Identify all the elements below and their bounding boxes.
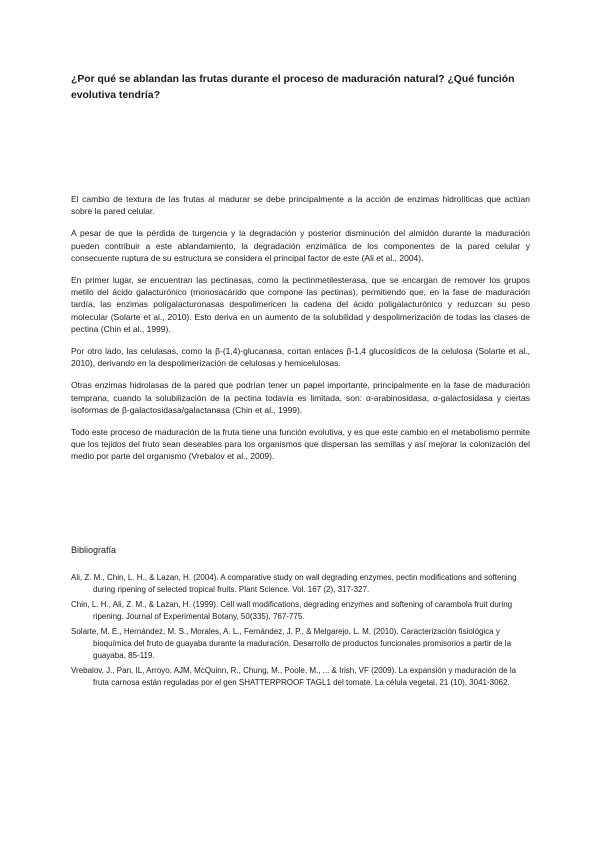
paragraph: El cambio de textura de las frutas al madurar se debe principalmente a la acción de enzimas hidrolíticas que actúan sobre la pared celular.	[71, 194, 530, 217]
reference-item: Vrebalov, J., Pan, IL, Arroyo, AJM, McQuinn, R., Chung, M., Poole, M., ... & Irish, VF (2009). La expansión y maduración de la fruta carnosa están reguladas por el gen SHATTERPROOF TAGL1 del tomate. La célula vegetal, 21 (10), 3041-3062.	[71, 665, 517, 688]
paragraph: Todo este proceso de maduración de la fruta tiene una función evolutiva, y es que este cambio en el metabolismo permite que los tejidos del fruto sean deseables para los organismos que dispersan las semillas y así mejorar la colonización del medio por parte del organismo (Vrebalov et al., 2009).	[71, 427, 530, 462]
paragraph: En primer lugar, se encuentran las pectinasas, como la pectinmetilesterasa, que se encargan de remover los grupos metilo del ácido galacturónico (monosacárido que compone las pectinas), permitiendo que, en la fase de maduración tardía, las enzimas poligalacturonasas despolimericen la cadena del ácido poligalacturónico y reduzcan su peso molecular (Solarte et al., 2010). Esto deriva en un aumento de la solubilidad y despolimerización de todas las clases de pectina (Chin et al., 1999).	[71, 275, 530, 334]
reference-item: Chin, L. H., Ali, Z. M., & Lazan, H. (1999). Cell wall modifications, degrading enzymes and softening of carambola fruit during ripening. Journal of Experimental Botany, 50(335), 767-775.	[71, 599, 513, 622]
page-title: ¿Por qué se ablandan las frutas durante el proceso de maduración natural? ¿Qué función evolutiva tendría?	[71, 74, 515, 101]
bibliography-heading: Bibliografía	[71, 545, 117, 555]
paragraph: Por otro lado, las celulasas, como la β-(1,4)-glucanasa, cortan enlaces β-1,4 glucosídicos de la celulosa (Solarte et al., 2010), derivando en la despolimerización de celulosas y hemicelulosas.	[71, 346, 530, 369]
bibliography-list	[71, 572, 531, 692]
reference-item: Ali, Z. M., Chin, L. H., & Lazan, H. (2004). A comparative study on wall degrading enzymes, pectin modifications and softening during ripening of selected tropical fruits. Plant Science. Vol. 167 (2), 317-327.	[71, 573, 517, 595]
paragraph: A pesar de que la pérdida de turgencia y la degradación y posterior disminución del almidón durante la maduración pueden contribuir a este ablandamiento, la degradación enzimática de los componentes de la pared celular y consecuente ruptura de su estructura se considera el principal factor de este (Ali et al., 2004).	[71, 228, 530, 263]
reference-item: Solarte, M. E., Hernández, M. S., Morales, A. L., Fernández, J. P., & Melgarejo, L. M. (2010). Caracterización fisiológica y bioquímica del fruto de guayaba durante la maduración. Desarrollo de productos funcionales promisorios a partir de la guayaba, 85-119.	[71, 626, 512, 661]
paragraph: Otras enzimas hidrolasas de la pared que podrían tener un papel importante, principalmente en la fase de maduración temprana, cuando la solubilización de la pectina todavía es limitada, son: α-arabinosidasa, α-galactosidasa y ciertas isoformas de β-galactosidasa/galactanasa (Chin et al., 1999).	[71, 380, 530, 415]
document-body	[71, 193, 530, 473]
